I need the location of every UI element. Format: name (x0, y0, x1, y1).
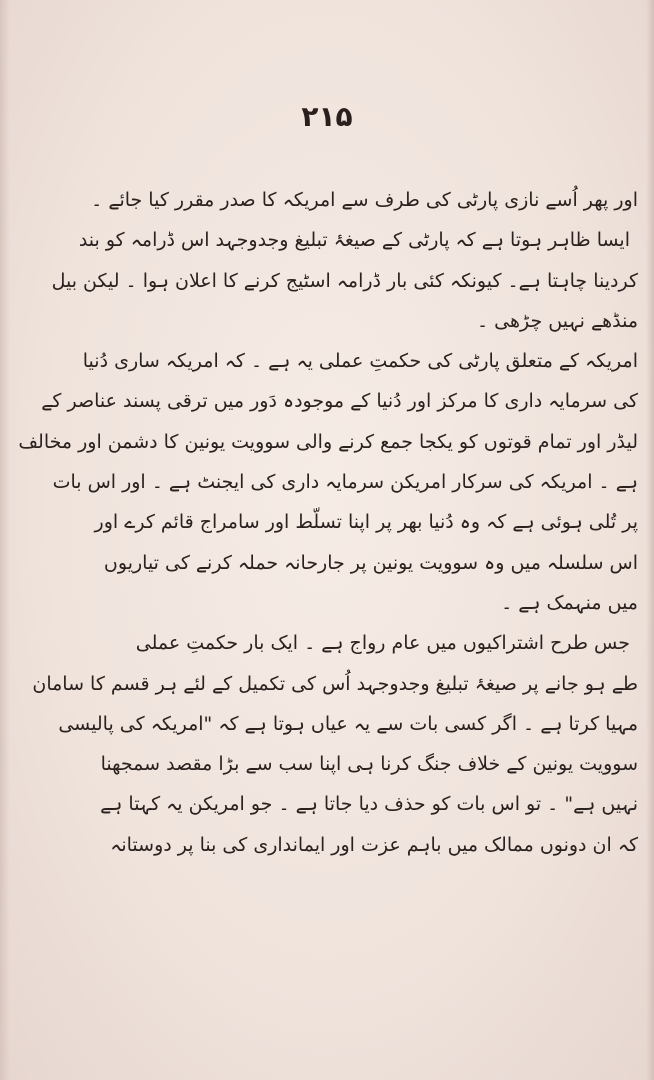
text-line: جس طرح اشتراکیوں میں عام رواج ہے ۔ ایک بار حکمتِ عملی (135, 632, 630, 655)
text-line: منڈھے نہیں چڑھی ۔ (477, 309, 638, 332)
text-line: ایسا ظاہر ہوتا ہے کہ پارٹی کے صیغۂ تبلیغ وجدوجہد اس ڈرامہ کو بند (78, 229, 630, 252)
text-line: طے ہو جانے پر صیغۂ تبلیغ وجدوجہد اُس کی تکمیل کے لئے ہر قسم کا سامان (32, 672, 638, 695)
text-line: کی سرمایہ داری کا مرکز اور دُنیا کے موجودہ دَور میں ترقی پسند عناصر کے (41, 390, 638, 413)
text-line: ہے ۔ امریکہ کی سرکار امریکن سرمایہ داری کی ایجنٹ ہے ۔ اور اس بات (52, 471, 638, 494)
text-line: سوویت یونین کے خلاف جنگ کرنا ہی اپنا سب سے بڑا مقصد سمجھنا (100, 753, 638, 776)
text-line: مہیا کرتا ہے ۔ اگر کسی بات سے یہ عیاں ہوتا ہے کہ "امریکہ کی پالیسی (58, 712, 638, 735)
body-text (18, 180, 638, 865)
text-line: کہ ان دونوں ممالک میں باہم عزت اور ایمانداری کی بنا پر دوستانہ (110, 833, 638, 856)
page-edge-right (646, 0, 654, 1080)
text-line: میں منہمک ہے ۔ (501, 591, 638, 614)
text-line: اس سلسلہ میں وہ سوویت یونین پر جارحانہ حملہ کرنے کی تیاریوں (103, 551, 638, 574)
text-line: امریکہ کے متعلق پارٹی کی حکمتِ عملی یہ ہے ۔ کہ امریکہ ساری دُنیا (82, 350, 638, 373)
page-number: ۲۱۵ (301, 100, 353, 133)
text-line: کردینا چاہتا ہے۔ کیونکہ کئی بار ڈرامہ اسٹیج کرنے کا اعلان ہوا ۔ لیکن بیل (51, 269, 638, 292)
text-line: اور پھر اُسے نازی پارٹی کی طرف سے امریکہ کا صدر مقرر کیا جائے ۔ (91, 189, 638, 211)
text-line: نہیں ہے" ۔ تو اس بات کو حذف دیا جاتا ہے ۔ جو امریکن یہ کہتا ہے (100, 793, 638, 816)
text-line: پر تُلی ہوئی ہے کہ وہ دُنیا بھر پر اپنا تسلّط اور سامراج قائم کرے اور (94, 511, 638, 534)
text-line: لیڈر اور تمام قوتوں کو یکجا جمع کرنے والی سوویت یونین کا دشمن اور مخالف (18, 430, 638, 453)
page-edge-left (0, 0, 10, 1080)
